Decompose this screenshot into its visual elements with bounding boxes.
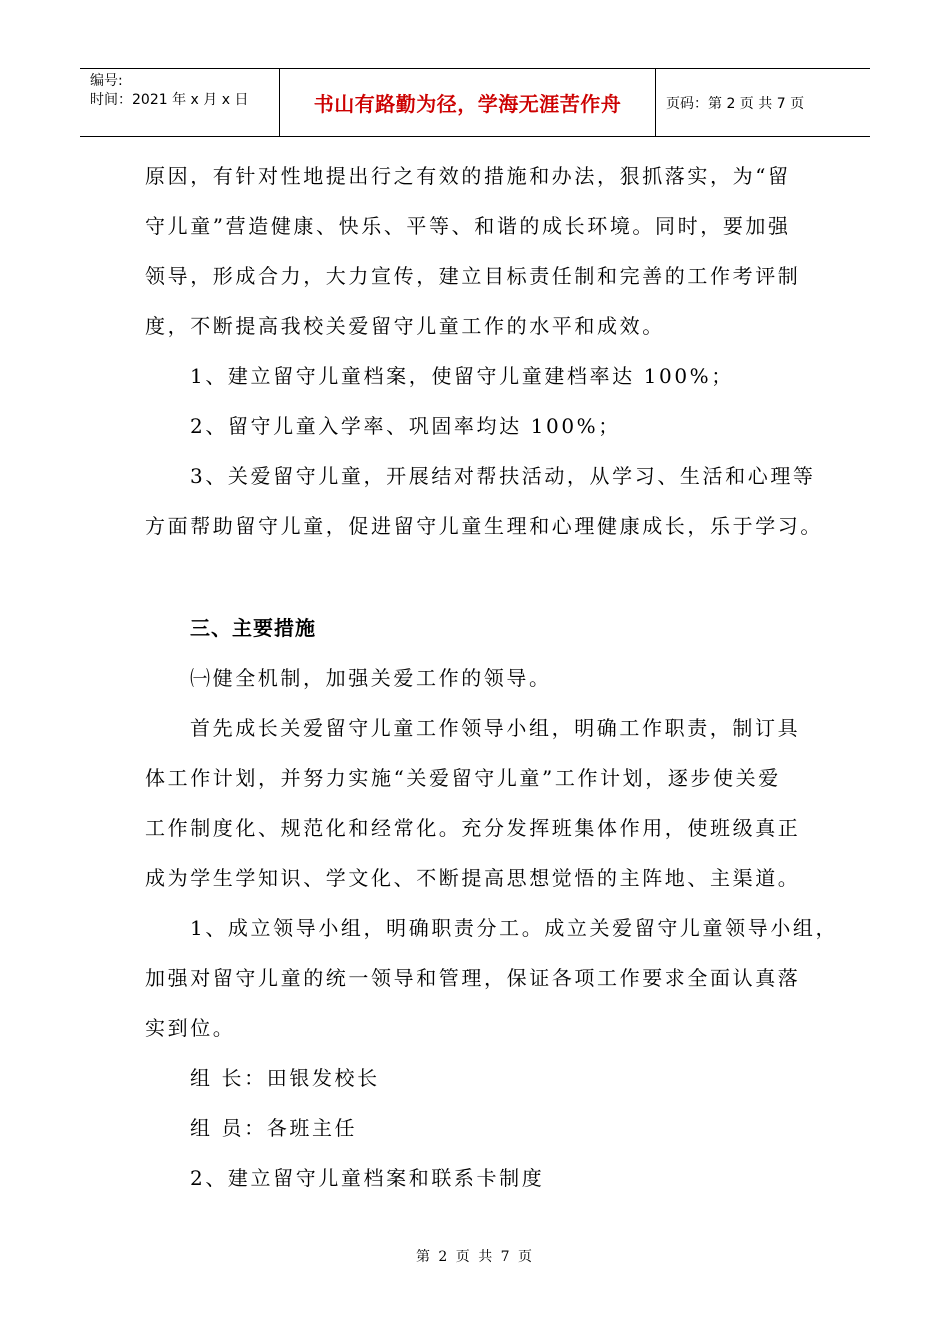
header-meta xyxy=(80,69,280,136)
body-line: 度，不断提高我校关爱留守儿童工作的水平和成效。 xyxy=(145,314,665,338)
body-line: 工作制度化、规范化和经常化。充分发挥班集体作用，使班级真正 xyxy=(145,816,801,840)
body-line: 首先成长关爱留守儿童工作领导小组，明确工作职责，制订具 xyxy=(190,716,801,740)
team-member-line: 组 员：各班主任 xyxy=(190,1116,358,1140)
document-number-label: 编号: xyxy=(90,73,123,89)
section-heading: 三、主要措施 xyxy=(190,616,316,640)
header-motto: 书山有路勤为径，学海无涯苦作舟 xyxy=(280,69,656,136)
team-leader-line: 组 长：田银发校长 xyxy=(190,1066,380,1090)
body-line: 成为学生学知识、学文化、不断提高思想觉悟的主阵地、主渠道。 xyxy=(145,866,801,890)
body-line: 领导，形成合力，大力宣传，建立目标责任制和完善的工作考评制 xyxy=(145,264,801,288)
goal-item-2: 2、留守儿童入学率、巩固率均达 100%； xyxy=(190,414,621,438)
body-line: 原因，有针对性地提出行之有效的措施和办法，狠抓落实，为“留 xyxy=(145,164,791,188)
body-line: 方面帮助留守儿童，促进留守儿童生理和心理健康成长，乐于学习。 xyxy=(145,514,823,538)
goal-item-1: 1、建立留守儿童档案，使留守儿童建档率达 100%； xyxy=(190,364,734,388)
page-header xyxy=(80,68,870,137)
body-line: 实到位。 xyxy=(145,1016,236,1040)
header-page-code: 页码：第 2 页 共 7 页 xyxy=(666,95,805,112)
goal-item-3: 3、关爱留守儿童，开展结对帮扶活动，从学习、生活和心理等 xyxy=(190,464,816,488)
body-line: 2、建立留守儿童档案和联系卡制度 xyxy=(190,1166,545,1190)
document-date-label: 时间：2021 年 x 月 x 日 xyxy=(90,92,249,108)
body-line: 1、成立领导小组，明确职责分工。成立关爱留守儿童领导小组， xyxy=(190,916,839,940)
page-footer: 第 2 页 共 7 页 xyxy=(415,1249,535,1265)
subsection-heading: ㈠健全机制，加强关爱工作的领导。 xyxy=(190,666,552,690)
body-line: 加强对留守儿童的统一领导和管理，保证各项工作要求全面认真落 xyxy=(145,966,801,990)
body-line: 守儿童”营造健康、快乐、平等、和谐的成长环境。同时，要加强 xyxy=(145,214,791,238)
body-line: 体工作计划，并努力实施“关爱留守儿童”工作计划，逐步使关爱 xyxy=(145,766,781,790)
